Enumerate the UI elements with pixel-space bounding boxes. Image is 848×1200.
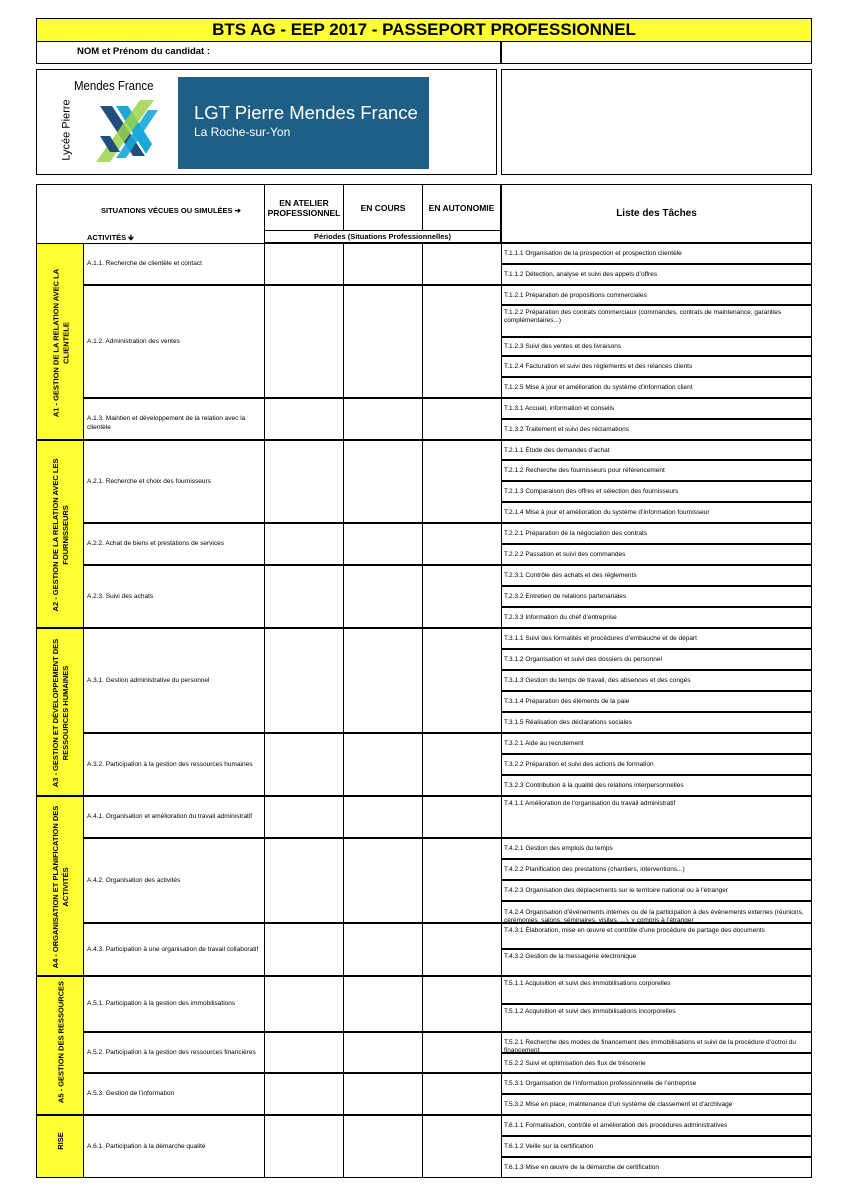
- atelier-checkbox-cell[interactable]: [264, 565, 344, 628]
- task-label: T.2.1.1 Étude des demandes d’achat: [504, 446, 610, 454]
- autonomie-checkbox-cell[interactable]: [422, 1073, 502, 1115]
- task-cell: [501, 544, 812, 565]
- atelier-checkbox-cell[interactable]: [264, 243, 344, 285]
- cours-checkbox-cell[interactable]: [343, 285, 423, 398]
- task-label: T.2.1.4 Mise à jour et amélioration du système d’information fournisseur: [504, 509, 710, 516]
- header-corner: [36, 184, 264, 243]
- activity-cell: [83, 523, 265, 565]
- cours-checkbox-cell[interactable]: [343, 398, 423, 440]
- task-label: T.4.2.4 Organisation d’événements internes ou de la participation à des événements externes (réunions, cérémonies, salons, séminaires, visites, ...), y compris à l’étranger: [504, 908, 804, 924]
- task-label: T.5.2.2 Suivi et optimisation des flux de trésorerie: [504, 1059, 646, 1067]
- task-cell: [501, 398, 812, 419]
- task-cell: [501, 264, 812, 285]
- school-city: La Roche-sur-Yon: [194, 125, 291, 139]
- task-label: T.1.2.4 Facturation et suivi des règlements et des relances clients: [504, 363, 693, 370]
- task-cell: [501, 419, 812, 440]
- page-title: BTS AG - EEP 2017 - PASSEPORT PROFESSIONNEL: [36, 18, 812, 42]
- task-label: T.2.3.1 Contrôle des achats et des règlements: [504, 572, 637, 579]
- school-name: LGT Pierre Mendes France: [194, 102, 418, 123]
- activity-label: A.5.2. Participation à la gestion des ressources financières: [87, 1048, 256, 1056]
- col-autonomie: EN AUTONOMIE: [422, 184, 501, 231]
- atelier-checkbox-cell[interactable]: [264, 923, 344, 976]
- atelier-checkbox-cell[interactable]: [264, 796, 344, 838]
- task-label: T.1.2.3 Suivi des ventes et des livraisons: [504, 343, 622, 350]
- atelier-checkbox-cell[interactable]: [264, 733, 344, 796]
- task-label: T.6.1.1 Formalisation, contrôle et amélioration des procédures administratives: [504, 1122, 728, 1129]
- activity-label: A.4.2. Organisation des activités: [87, 876, 181, 884]
- autonomie-checkbox-cell[interactable]: [422, 733, 502, 796]
- autonomie-checkbox-cell[interactable]: [422, 285, 502, 398]
- task-label: T.3.1.3 Gestion du temps de travail, des absences et des congés: [504, 677, 691, 684]
- task-label: T.1.1.2 Détection, analyse et suivi des appels d’offres: [504, 271, 658, 278]
- task-label: T.3.1.5 Réalisation des déclarations sociales: [504, 719, 632, 726]
- cours-checkbox-cell[interactable]: [343, 796, 423, 838]
- task-cell: [501, 733, 812, 754]
- atelier-checkbox-cell[interactable]: [264, 1115, 344, 1178]
- domain-cell: [36, 243, 84, 440]
- task-label: T.2.1.3 Comparaison des offres et sélection des fournisseurs: [504, 488, 679, 495]
- cours-checkbox-cell[interactable]: [343, 838, 423, 923]
- autonomie-checkbox-cell[interactable]: [422, 976, 502, 1032]
- autonomie-checkbox-cell[interactable]: [422, 1115, 502, 1178]
- task-cell: [501, 712, 812, 733]
- task-label: T.3.1.4 Préparation des éléments de la paie: [504, 698, 630, 705]
- domain-cell: [36, 440, 84, 628]
- task-label: T.1.2.5 Mise à jour et amélioration du système d’information client: [504, 384, 693, 391]
- domain-label: A2 - GESTION DE LA RELATION AVEC LES FOURNISSEURS: [51, 458, 70, 612]
- cours-checkbox-cell[interactable]: [343, 628, 423, 733]
- atelier-checkbox-cell[interactable]: [264, 1073, 344, 1115]
- task-cell: [501, 880, 812, 901]
- activity-cell: [83, 243, 265, 285]
- task-cell: [501, 305, 812, 337]
- activity-label: A.5.1. Participation à la gestion des immobilisations: [87, 1000, 236, 1007]
- task-label: T.1.3.1 Accueil, information et conseils: [504, 405, 615, 412]
- activity-label: A.1.2. Administration des ventes: [87, 337, 180, 345]
- col-cours: EN COURS: [343, 184, 423, 231]
- task-cell: [501, 754, 812, 775]
- header-activites: ACTIVITÉS 🡻: [87, 233, 134, 242]
- autonomie-checkbox-cell[interactable]: [422, 838, 502, 923]
- task-label: T.1.1.1 Organisation de la prospection et prospection clientèle: [504, 250, 682, 257]
- task-label: T.3.1.1 Suivi des formalités et procédures d’embauche et de départ: [504, 635, 697, 642]
- task-cell: [501, 838, 812, 859]
- activity-label: A.1.1. Recherche de clientèle et contact: [87, 260, 202, 267]
- task-cell: [501, 1115, 812, 1136]
- activity-label: A.4.3. Participation à une organisation de travail collaboratif: [87, 945, 259, 953]
- atelier-checkbox-cell[interactable]: [264, 285, 344, 398]
- activity-cell: [83, 976, 265, 1032]
- task-cell: [501, 285, 812, 305]
- activity-cell: [83, 1032, 265, 1073]
- cours-checkbox-cell[interactable]: [343, 1115, 423, 1178]
- activity-cell: [83, 1115, 265, 1178]
- task-cell: [501, 565, 812, 586]
- autonomie-checkbox-cell[interactable]: [422, 398, 502, 440]
- cours-checkbox-cell[interactable]: [343, 733, 423, 796]
- activity-label: A.1.3. Maintien et développement de la relation avec la clientèle: [87, 415, 246, 431]
- task-label: T.3.2.3 Contribution à la qualité des relations interpersonnelles: [504, 782, 684, 789]
- domain-cell: [36, 628, 84, 796]
- autonomie-checkbox-cell[interactable]: [422, 1032, 502, 1073]
- task-label: T.4.1.1 Amélioration de l’organisation du travail administratif: [504, 800, 676, 807]
- task-label: T.5.2.1 Recherche des modes de financement des immobilisations et suivi de la procédure d’octroi du financement: [504, 1039, 796, 1054]
- activity-label: A.4.1. Organisation et amélioration du travail administratif: [87, 813, 253, 820]
- cours-checkbox-cell[interactable]: [343, 923, 423, 976]
- task-cell: [501, 649, 812, 670]
- atelier-checkbox-cell[interactable]: [264, 838, 344, 923]
- task-cell: [501, 1073, 812, 1094]
- logo-small-side: Lycée Pierre: [60, 99, 73, 161]
- domain-label: A1 - GESTION DE LA RELATION AVEC LA CLIENTELE: [51, 268, 70, 417]
- task-cell: [501, 628, 812, 649]
- task-label: T.2.1.2 Recherche des fournisseurs pour référencement: [504, 467, 665, 474]
- task-cell: [501, 901, 812, 923]
- task-cell: [501, 691, 812, 712]
- cours-checkbox-cell[interactable]: [343, 523, 423, 565]
- autonomie-checkbox-cell[interactable]: [422, 628, 502, 733]
- header-periodes: Périodes (Situations Professionnelles): [264, 230, 501, 243]
- task-label: T.5.3.2 Mise en place, maintenance d’un système de classement et d’archivage: [504, 1101, 733, 1108]
- task-cell: [501, 1053, 812, 1073]
- task-label: T.2.2.1 Préparation de la négociation des contrats: [504, 530, 648, 537]
- task-label: T.1.2.1 Préparation de propositions commerciales: [504, 291, 647, 299]
- activity-label: A.2.1. Recherche et choix des fournisseurs: [87, 477, 211, 485]
- domain-cell: [36, 976, 84, 1115]
- task-cell: [501, 1136, 812, 1157]
- activity-cell: [83, 628, 265, 733]
- cours-checkbox-cell[interactable]: [343, 976, 423, 1032]
- task-label: T.3.1.2 Organisation et suivi des dossiers du personnel: [504, 656, 662, 663]
- atelier-checkbox-cell[interactable]: [264, 628, 344, 733]
- activity-cell: [83, 285, 265, 398]
- cours-checkbox-cell[interactable]: [343, 243, 423, 285]
- task-cell: [501, 502, 812, 523]
- task-label: T.3.2.2 Préparation et suivi des actions de formation: [504, 761, 654, 768]
- task-label: T.4.2.3 Organisation des déplacements sur le territoire national ou à l’étranger: [504, 887, 729, 894]
- task-label: T.4.2.2 Planification des prestations (chantiers, interventions...): [504, 866, 685, 873]
- activity-label: A.3.2. Participation à la gestion des ressources humaines: [87, 760, 253, 768]
- task-cell: [501, 586, 812, 607]
- cours-checkbox-cell[interactable]: [343, 440, 423, 523]
- cours-checkbox-cell[interactable]: [343, 1032, 423, 1073]
- task-label: T.6.1.2 Veille sur la certification: [504, 1143, 594, 1150]
- candidate-name-label: NOM et Prénom du candidat :: [77, 46, 211, 57]
- autonomie-checkbox-cell[interactable]: [422, 565, 502, 628]
- header-situations: SITUATIONS VÉCUES OU SIMULÉES ➔: [101, 206, 241, 215]
- task-label: T.5.3.1 Organisation de l’information professionnelle de l’entreprise: [504, 1080, 697, 1087]
- task-label: T.3.2.1 Aide au recrutement: [504, 740, 584, 747]
- activity-label: A.6.1. Participation à la démarche qualité: [87, 1142, 206, 1150]
- task-label: T.2.3.2 Entretien de relations partenariales: [504, 593, 627, 600]
- task-cell: [501, 796, 812, 838]
- task-cell: [501, 607, 812, 628]
- domain-label: A5 - GESTION DES RESSOURCES: [56, 980, 65, 1103]
- atelier-checkbox-cell[interactable]: [264, 523, 344, 565]
- activity-label: A.2.2. Achat de biens et prestations de services: [87, 540, 224, 547]
- cours-checkbox-cell[interactable]: [343, 1073, 423, 1115]
- task-label: T.5.1.2 Acquisition et suivi des immobilisations incorporelles: [504, 1008, 676, 1015]
- activity-label: A.5.3. Gestion de l’information: [87, 1090, 175, 1097]
- col-atelier: EN ATELIER PROFESSIONNEL: [264, 184, 344, 231]
- atelier-checkbox-cell[interactable]: [264, 1032, 344, 1073]
- task-label: T.6.1.3 Mise en œuvre de la démarche de certification: [504, 1164, 659, 1171]
- atelier-checkbox-cell[interactable]: [264, 440, 344, 523]
- task-label: T.4.3.2 Gestion de la messagerie électronique: [504, 953, 637, 960]
- task-cell: [501, 243, 812, 264]
- domain-cell: [36, 796, 84, 976]
- task-cell: [501, 1094, 812, 1115]
- task-cell: [501, 775, 812, 796]
- autonomie-checkbox-cell[interactable]: [422, 523, 502, 565]
- task-cell: [501, 440, 812, 460]
- domain-cell: [36, 1115, 84, 1178]
- header-taches: Liste des Tâches: [501, 184, 812, 243]
- task-cell: [501, 337, 812, 356]
- activity-cell: [83, 1073, 265, 1115]
- task-label: T.1.2.2 Préparation des contrats commerciaux (commandes, contrats de maintenance, garanties complémentaires...): [504, 309, 782, 324]
- task-cell: [501, 859, 812, 880]
- activity-cell: [83, 923, 265, 976]
- task-label: T.1.3.2 Traitement et suivi des réclamations: [504, 426, 630, 433]
- task-cell: [501, 356, 812, 377]
- task-label: T.2.2.2 Passation et suivi des commandes: [504, 551, 626, 558]
- task-label: T.5.1.1 Acquisition et suivi des immobilisations corporelles: [504, 980, 671, 987]
- task-cell: [501, 1032, 812, 1053]
- task-label: T.2.3.3 Information du chef d’entreprise: [504, 614, 617, 621]
- autonomie-checkbox-cell[interactable]: [422, 923, 502, 976]
- task-cell: [501, 670, 812, 691]
- activity-cell: [83, 796, 265, 838]
- activity-cell: [83, 440, 265, 523]
- autonomie-checkbox-cell[interactable]: [422, 440, 502, 523]
- domain-label: RISE: [56, 1132, 65, 1150]
- task-label: T.4.2.1 Gestion des emplois du temps: [504, 845, 613, 852]
- task-cell: [501, 377, 812, 398]
- cours-checkbox-cell[interactable]: [343, 565, 423, 628]
- activity-cell: [83, 398, 265, 440]
- activity-cell: [83, 565, 265, 628]
- autonomie-checkbox-cell[interactable]: [422, 243, 502, 285]
- autonomie-checkbox-cell[interactable]: [422, 796, 502, 838]
- domain-label: A3 - GESTION ET DÉVELOPPEMENT DES RESSOURCES HUMAINES: [51, 638, 70, 788]
- task-cell: [501, 1004, 812, 1032]
- activity-label: A.2.3. Suivi des achats: [87, 592, 154, 600]
- task-cell: [501, 923, 812, 949]
- logo-small-top: Mendes France: [74, 78, 154, 93]
- task-cell: [501, 949, 812, 976]
- atelier-checkbox-cell[interactable]: [264, 976, 344, 1032]
- task-cell: [501, 976, 812, 1004]
- atelier-checkbox-cell[interactable]: [264, 398, 344, 440]
- activity-cell: [83, 733, 265, 796]
- activity-label: A.3.1. Gestion administrative du personnel: [87, 676, 210, 684]
- domain-label: A4 - ORGANISATION ET PLANIFICATION DES ACTIVITÉS: [51, 805, 70, 969]
- task-label: T.4.3.1 Élaboration, mise en œuvre et contrôle d’une procédure de partage des documents: [504, 927, 765, 934]
- task-cell: [501, 523, 812, 544]
- task-cell: [501, 460, 812, 481]
- activity-cell: [83, 838, 265, 923]
- task-cell: [501, 481, 812, 502]
- task-cell: [501, 1157, 812, 1178]
